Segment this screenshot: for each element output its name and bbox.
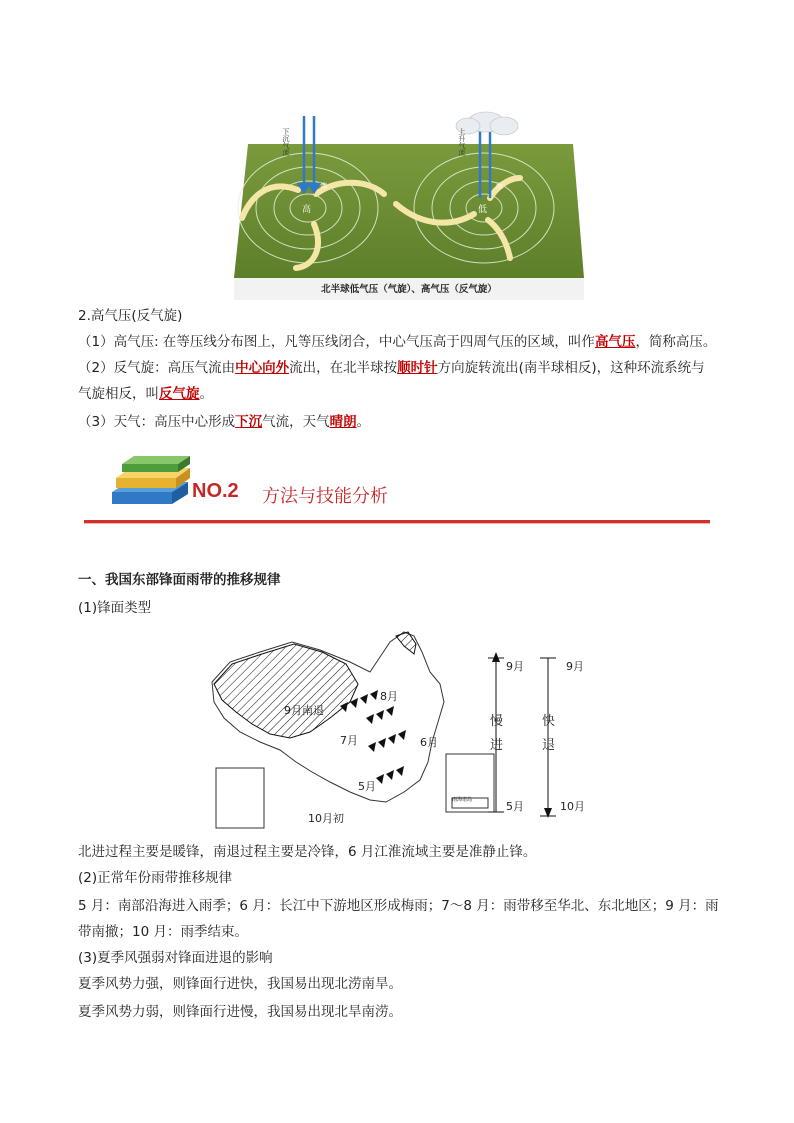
rule-line-2: 带南撤；10 月：雨季结束。 (78, 924, 248, 940)
banner-rule (84, 520, 710, 523)
books-icon (102, 452, 202, 508)
rain-label-right: 雨 (496, 182, 503, 190)
label-jun: 6月 (420, 736, 438, 749)
label-oct-start: 10月初 (308, 812, 344, 825)
key-term-sinking: 下沉 (235, 414, 263, 430)
front-summary: 北进过程主要是暖锋，南退过程主要是冷锋，6 月江淮流域主要是准静止锋。 (78, 844, 537, 860)
rule-line-1: 5 月：南部沿海进入雨季；6 月：长江中下游地区形成梅雨；7～8 月：雨带移至华北、东北地区；9 月：雨 (78, 898, 719, 914)
key-term-center-outward: 中心向外 (235, 360, 290, 376)
rising-airflow-label: 上升气流 (458, 128, 466, 156)
cyclone-anticyclone-diagram (228, 108, 590, 300)
banner-label: NO.2 (192, 480, 239, 502)
key-term-clear: 晴朗 (329, 414, 357, 430)
label-jul: 7月 (340, 734, 358, 747)
inset-map-left (216, 768, 264, 828)
sinking-airflow-label: 下沉气流 (282, 128, 290, 156)
rainband-map-figure (200, 622, 600, 832)
key-term-anticyclone: 反气旋 (159, 386, 200, 402)
low-center-label: 低 (478, 205, 488, 215)
figure1-caption: 北半球低气压（气旋）、高气压（反气旋） (321, 284, 497, 295)
axis-right-label: 快 退 (542, 714, 556, 753)
paragraph-2: （2）反气旋：高压气流由中心向外流出，在北半球按顺时针方向旋转流出(南半球相反)，这种环流系统与 (78, 360, 705, 376)
paragraph-3: （3）天气：高压中心形成下沉气流，天气晴朗。 (78, 414, 371, 430)
key-term-clockwise: 顺时针 (397, 360, 438, 376)
label-may: 5月 (358, 780, 376, 793)
section-banner (84, 452, 714, 528)
high-center-label: 高 (302, 205, 312, 215)
axis-left-top: 9月 (506, 660, 524, 673)
strong-monsoon: 夏季风势力强，则锋面行进快，我国易出现北涝南旱。 (78, 976, 402, 992)
subheading-normal-year: (2)正常年份雨带推移规律 (78, 870, 233, 886)
axis-left-bottom: 5月 (506, 800, 524, 813)
inset-label: 南海诸岛 (452, 797, 473, 803)
china-rainband-map (200, 622, 600, 832)
label-aug: 8月 (380, 690, 398, 703)
label-sep-retreat: 9月南退 (284, 704, 324, 717)
methods-heading: 一、我国东部锋面雨带的推移规律 (78, 572, 281, 588)
cyclone-anticyclone-figure (228, 108, 590, 300)
subheading-front-types: (1)锋面类型 (78, 600, 152, 616)
key-term-high-pressure: 高气压 (594, 334, 636, 350)
weak-monsoon: 夏季风势力弱，则锋面行进慢，我国易出现北旱南涝。 (78, 1004, 402, 1020)
wind-label-left: 沸 (320, 182, 327, 190)
banner-title: 方法与技能分析 (262, 486, 388, 507)
paragraph-1: （1）高气压: 在等压线分布图上，凡等压线闭合，中心气压高于四周气压的区域，叫作高气压，简称高压。 (78, 334, 717, 350)
paragraph-2-continued: 气旋相反，叫反气旋。 (78, 386, 213, 402)
axis-right-bottom: 10月 (560, 800, 585, 813)
axis-left-label: 慢 进 (490, 714, 504, 753)
subheading-monsoon: (3)夏季风强弱对锋面进退的影响 (78, 950, 273, 966)
section2-heading: 2.高气压(反气旋) (78, 308, 183, 324)
axis-right-top: 9月 (566, 660, 584, 673)
